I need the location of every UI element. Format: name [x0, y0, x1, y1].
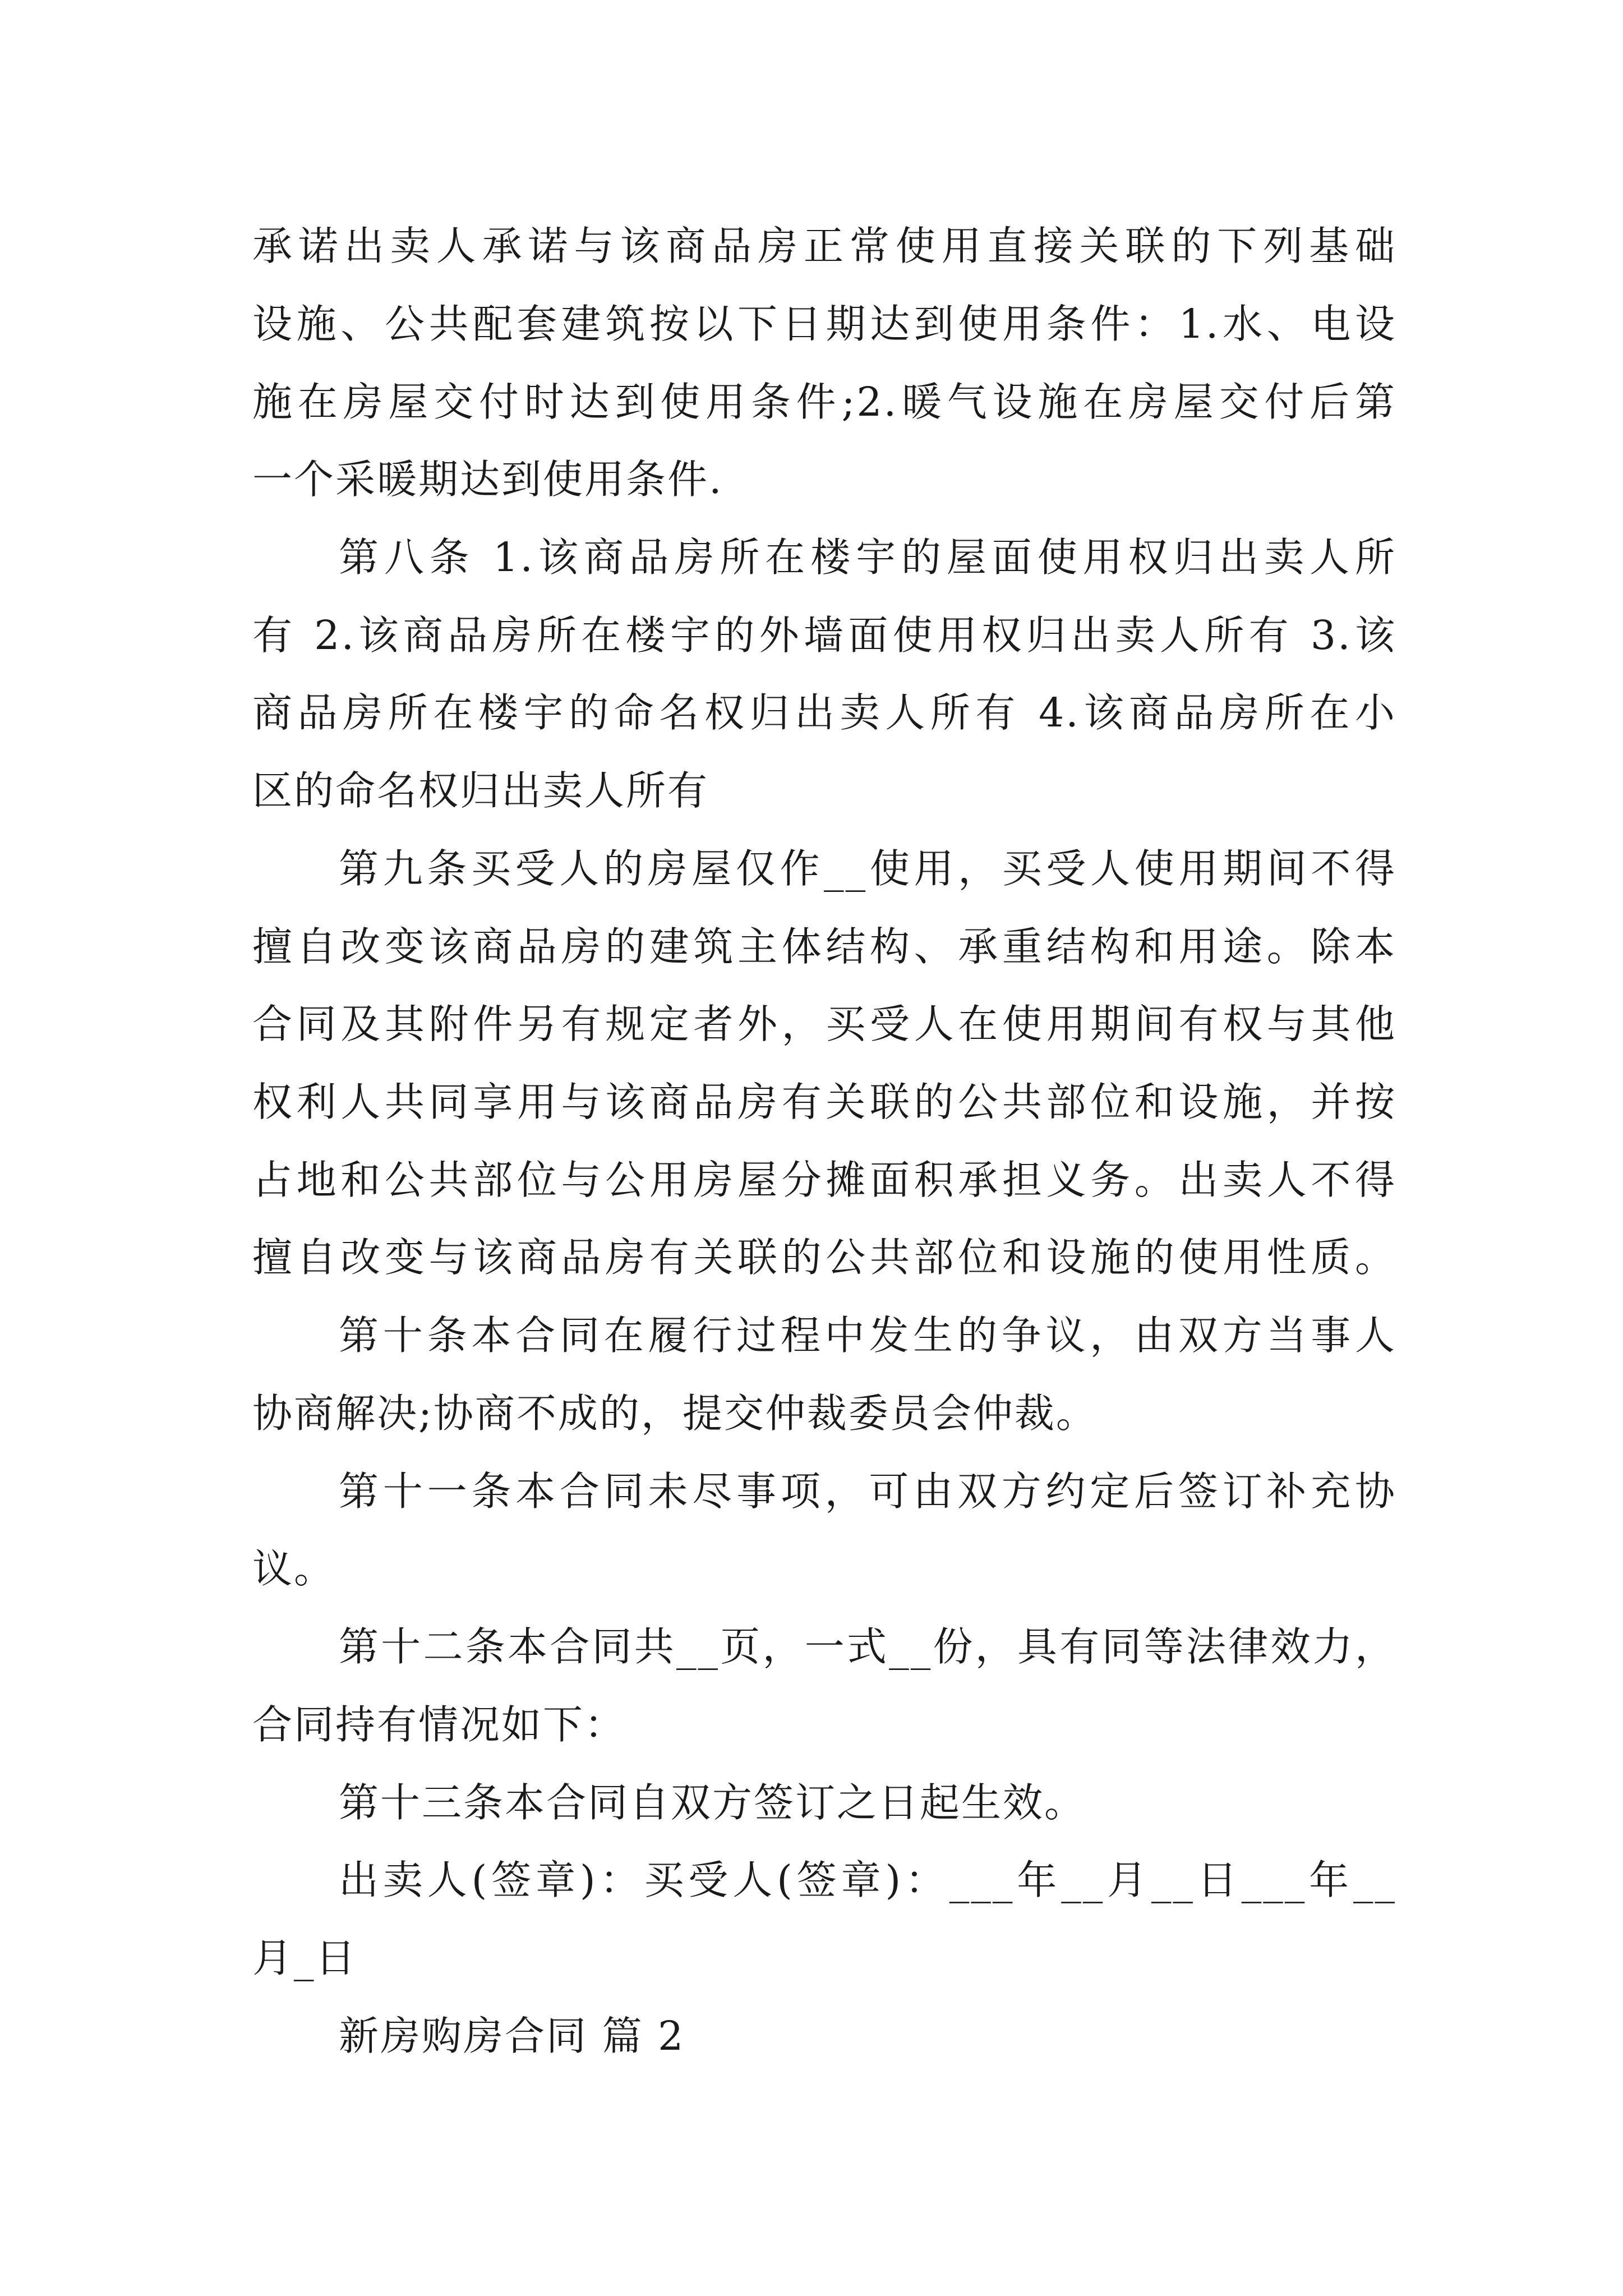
paragraph-line: 议。 — [252, 1545, 336, 1592]
article-13-line: 第十三条本合同自双方签订之日起生效。 — [339, 1779, 1086, 1826]
article-8-heading-line: 第八条 1.该商品房所在楼宇的屋面使用权归出卖人所 — [339, 534, 1396, 581]
paragraph-line: 擅自改变该商品房的建筑主体结构、承重结构和用途。除本 — [252, 923, 1396, 970]
paragraph-line: 承诺出卖人承诺与该商品房正常使用直接关联的下列基础 — [252, 223, 1396, 269]
paragraph-line: 占地和公共部位与公用房屋分摊面积承担义务。出卖人不得 — [252, 1157, 1396, 1203]
paragraph-line: 商品房所在楼宇的命名权归出卖人所有 4.该商品房所在小 — [252, 689, 1396, 736]
paragraph-line: 一个采暖期达到使用条件. — [252, 456, 723, 503]
paragraph-line: 协商解决;协商不成的，提交仲裁委员会仲裁。 — [252, 1390, 1098, 1437]
signature-date-line: 月_日 — [252, 1935, 357, 1981]
paragraph-line: 合同持有情况如下： — [252, 1701, 626, 1748]
paragraph-line: 施在房屋交付时达到使用条件;2.暖气设施在房屋交付后第 — [252, 379, 1396, 425]
paragraph-line: 合同及其附件另有规定者外，买受人在使用期间有权与其他 — [252, 1001, 1396, 1047]
article-11-heading-line: 第十一条本合同未尽事项，可由双方约定后签订补充协 — [339, 1468, 1396, 1515]
article-9-heading-line: 第九条买受人的房屋仅作__使用，买受人使用期间不得 — [339, 845, 1396, 892]
signature-line: 出卖人(签章)：买受人(签章)：___年__月__日___年__ — [339, 1857, 1396, 1903]
section-title: 新房购房合同 篇 2 — [339, 2013, 685, 2059]
paragraph-line: 权利人共同享用与该商品房有关联的公共部位和设施，并按 — [252, 1079, 1396, 1125]
paragraph-line: 设施、公共配套建筑按以下日期达到使用条件：1.水、电设 — [252, 301, 1396, 347]
paragraph-line: 有 2.该商品房所在楼宇的外墙面使用权归出卖人所有 3.该 — [252, 612, 1396, 659]
article-10-heading-line: 第十条本合同在履行过程中发生的争议，由双方当事人 — [339, 1312, 1396, 1359]
article-12-heading-line: 第十二条本合同共__页，一式__份，具有同等法律效力， — [339, 1623, 1396, 1670]
paragraph-line: 擅自改变与该商品房有关联的公共部位和设施的使用性质。 — [252, 1234, 1396, 1281]
paragraph-line: 区的命名权归出卖人所有 — [252, 767, 709, 814]
